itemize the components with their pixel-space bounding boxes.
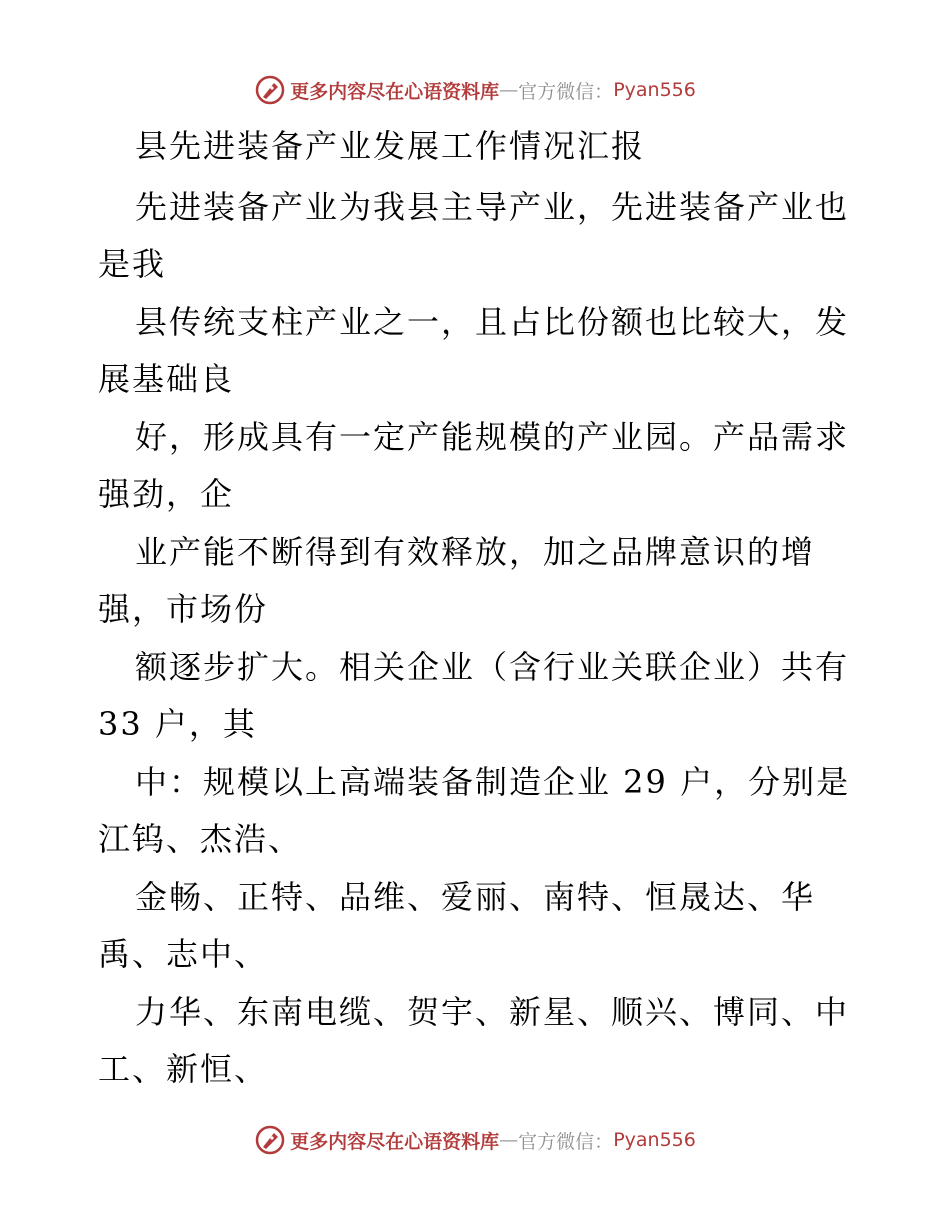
paragraph-line: 力华、东南电缆、贺宇、新星、顺兴、博同、中 (135, 993, 850, 1031)
watermark-sub-text: 官方微信： (518, 1130, 614, 1153)
paragraph-line: 江钨、杰浩、 (98, 820, 303, 858)
pen-nib-circle-icon (254, 1124, 286, 1156)
watermark-dash: — (499, 79, 519, 101)
pen-nib-circle-icon (254, 74, 286, 106)
paragraph-line: 强，市场份 (98, 590, 269, 628)
header-watermark (0, 70, 950, 110)
paragraph-line: 工、新恒、 (98, 1050, 269, 1088)
paragraph-line: 业产能不断得到有效释放，加之品牌意识的增 (135, 533, 816, 571)
paragraph-line: 是我 (98, 245, 167, 283)
paragraph-line: 展基础良 (98, 360, 235, 398)
paragraph-line: 好，形成具有一定产能规模的产业园。产品需求 (135, 418, 850, 456)
watermark-dash: — (499, 1129, 519, 1151)
paragraph-line: 强劲，企 (98, 475, 235, 513)
watermark-wechat-id: Pyan556 (613, 79, 696, 101)
paragraph-line: 金畅、正特、品维、爱丽、南特、恒晟达、华 (135, 878, 816, 916)
watermark-main-text: 更多内容尽在心语资料库 (290, 1130, 500, 1153)
document-title: 县先进装备产业发展工作情况汇报 (135, 127, 646, 165)
paragraph-line: 中：规模以上高端装备制造企业 29 户，分别是 (135, 763, 851, 801)
watermark-wechat-id: Pyan556 (613, 1129, 696, 1151)
paragraph-line: 县传统支柱产业之一，且占比份额也比较大，发 (135, 303, 850, 341)
watermark-main-text: 更多内容尽在心语资料库 (290, 80, 500, 103)
paragraph-line: 先进装备产业为我县主导产业，先进装备产业也 (135, 188, 850, 226)
paragraph-line: 33 户，其 (98, 705, 257, 743)
watermark-sub-text: 官方微信： (518, 80, 614, 103)
footer-watermark (0, 1120, 950, 1160)
paragraph-line: 禹、志中、 (98, 935, 269, 973)
paragraph-line: 额逐步扩大。相关企业（含行业关联企业）共有 (135, 648, 850, 686)
